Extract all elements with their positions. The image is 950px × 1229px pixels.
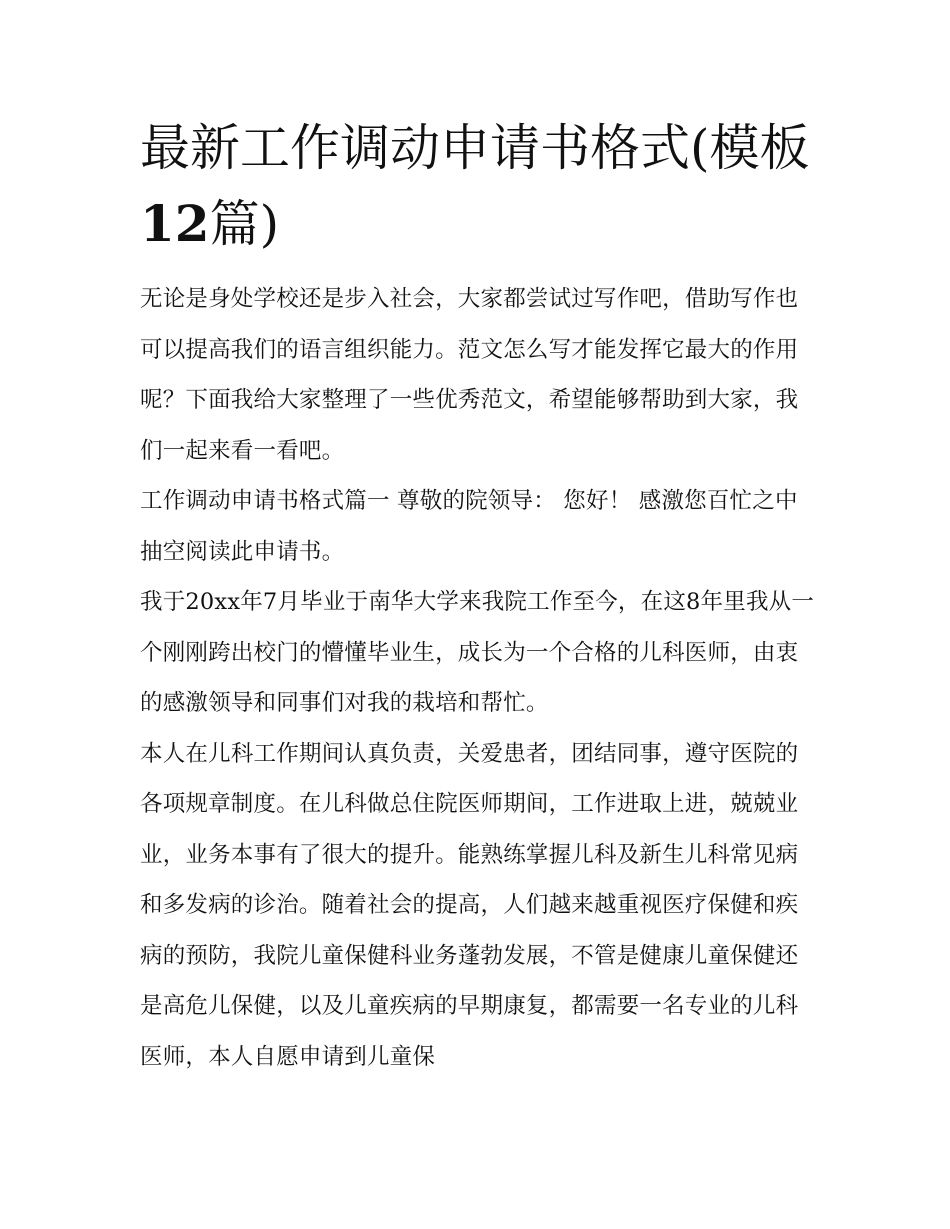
paragraph-salutation: 工作调动申请书格式篇一 尊敬的院领导： 您好！ 感激您百忙之中抽空阅读此申请书。 xyxy=(140,488,798,565)
paragraph-background: 我于20xx年7月毕业于南华大学来我院工作至今，在这8年里我从一个刚刚跨出校门的懵懂毕业生，成长为一个合格的儿科医师，由衷的感激领导和同事们对我的栽培和帮忙。 xyxy=(140,589,815,716)
paragraph-intro: 无论是身处学校还是步入社会，大家都尝试过写作吧，借助写作也可以提高我们的语言组织能力。范文怎么写才能发挥它最大的作用呢？下面我给大家整理了一些优秀范文，希望能够帮助到大家，我们一起来看一看吧。 xyxy=(140,286,799,464)
paragraph-performance: 本人在儿科工作期间认真负责，关爱患者，团结同事，遵守医院的各项规章制度。在儿科做总住院医师期间，工作进取上进，兢兢业业，业务本事有了很大的提升。能熟练掌握儿科及新生儿科常见病和多发病的诊治。随着社会的提高，人们越来越重视医疗保健和疾病的预防，我院儿童保健科业务蓬勃发展，不管是健康儿童保健还是高危儿保健，以及儿童疾病的早期康复，都需要一名专业的儿科医师，本人自愿申请到儿童保 xyxy=(140,740,799,1070)
document-title: 最新工作调动申请书格式(模板12篇) xyxy=(140,119,810,253)
document-page xyxy=(140,110,815,1082)
